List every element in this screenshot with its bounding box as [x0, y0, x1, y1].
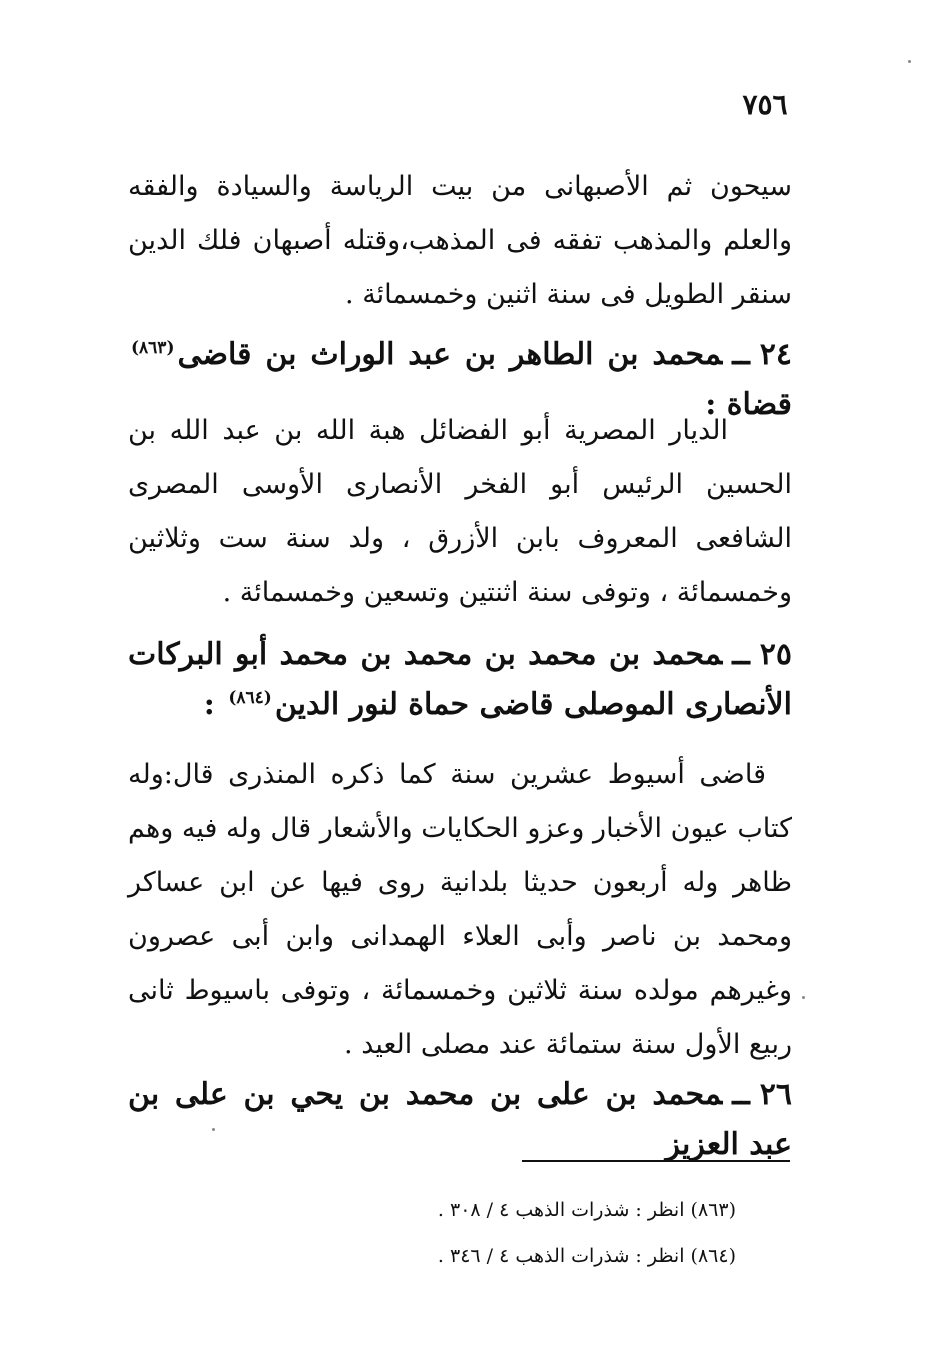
page-number: ٧٥٦	[742, 88, 788, 121]
scan-speck	[802, 996, 805, 999]
entry-name: محمد بن على بن محمد بن يحي بن على بن عبد العزيز	[128, 1077, 792, 1162]
entry-number: ٢٦	[759, 1077, 792, 1112]
paragraph-2-text: الديار المصرية أبو الفضائل هبة الله بن عبد الله بن الحسين الرئيس أبو الفخر الأنصارى الأوسى المصرى الشافعى المعروف بابن الأزرق ، ولد سنة ست وثلاثين وخمسمائة ، وتوفى سنة اثنتين وتسعين وخمسمائة .	[128, 415, 792, 608]
footnote-separator	[522, 1160, 790, 1162]
paragraph-1-text: سيحون ثم الأصبهانى من بيت الرياسة والسيادة والفقه والعلم والمذهب تفقه فى المذهب،وقتله أصبهان فلك الدين سنقر الطويل فى سنة اثنين وخمسمائة .	[128, 171, 792, 310]
footnote-864: (٨٦٤) انظر : شذرات الذهب ٤ / ٣٤٦ .	[437, 1245, 736, 1267]
footnote-ref-864[interactable]: (٨٦٤)	[228, 688, 272, 708]
paragraph-2	[128, 404, 792, 620]
entry-name: محمد بن محمد بن محمد بن محمد أبو البركات الأنصارى الموصلى قاضى حماة لنور الدين	[128, 637, 792, 722]
entry-heading-25	[128, 630, 792, 730]
paragraph-3-text: قاضى أسيوط عشرين سنة كما ذكره المنذرى قال:وله كتاب عيون الأخبار وعزو الحكايات والأشعار قال وله فيه وهم ظاهر وله أربعون حديثا بلدانية روى فيها عن ابن عساكر ومحمد بن ناصر وأبى العلاء الهمدانى وابن أبى عصرون وغيرهم مولده سنة ثلاثين وخمسمائة ، وتوفى باسيوط ثانى ربيع الأول سنة ستمائة عند مصلى العيد .	[128, 759, 792, 1060]
footnote-ref-863[interactable]: (٨٦٣)	[131, 338, 175, 358]
paragraph-3	[128, 748, 792, 1072]
entry-name: محمد بن الطاهر بن عبد الوراث بن قاضى	[177, 337, 723, 372]
entry-tail: قضاة :	[705, 387, 792, 422]
entry-dash: ــ	[732, 637, 750, 672]
entry-tail: :	[203, 687, 215, 722]
entry-number: ٢٥	[759, 637, 792, 672]
paragraph-1	[128, 160, 792, 322]
scan-speck	[212, 1128, 215, 1131]
entry-dash: ــ	[732, 1077, 750, 1112]
entry-heading-26	[128, 1070, 792, 1170]
entry-dash: ــ	[732, 337, 750, 372]
footnote-863: (٨٦٣) انظر : شذرات الذهب ٤ / ٣٠٨ .	[437, 1199, 736, 1221]
entry-number: ٢٤	[759, 337, 792, 372]
scan-speck	[908, 60, 911, 63]
